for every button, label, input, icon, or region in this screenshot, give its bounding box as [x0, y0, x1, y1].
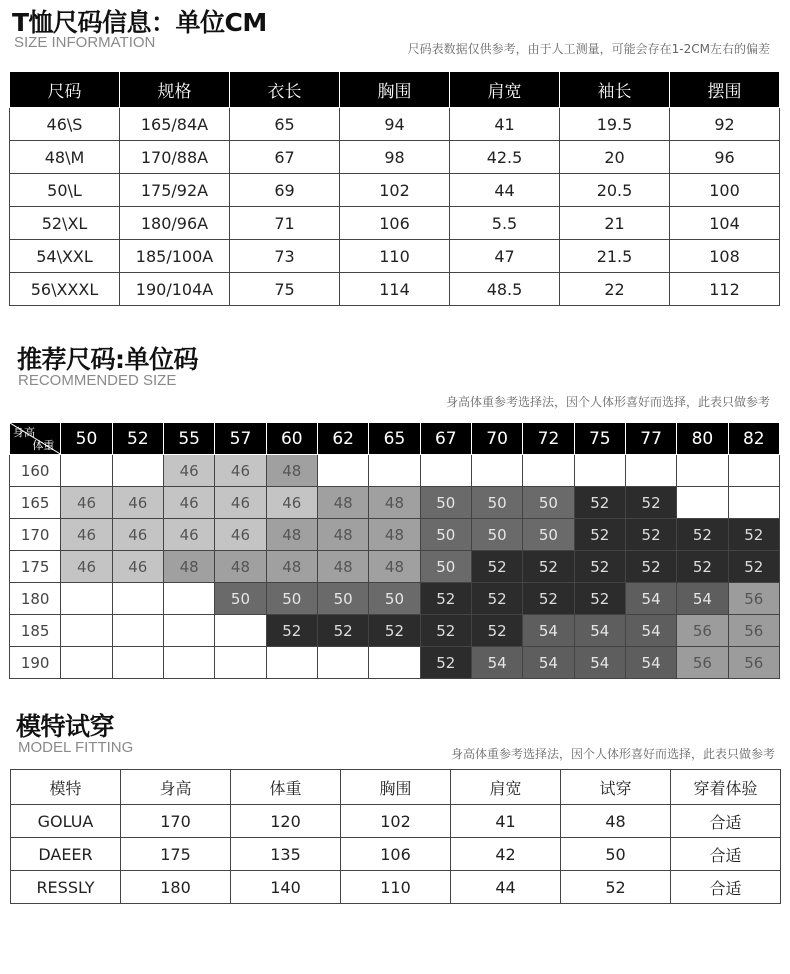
column-header: 肩宽 — [450, 72, 560, 108]
size-cell: 46 — [112, 519, 163, 551]
size-cell: 48 — [369, 487, 420, 519]
recommended-size-grid — [9, 422, 780, 679]
size-cell: 48 — [369, 551, 420, 583]
size-cell: 52 — [420, 583, 471, 615]
size-cell: 52 — [523, 551, 574, 583]
weight-header: 67 — [420, 423, 471, 455]
column-header: 试穿 — [561, 770, 671, 805]
size-cell — [523, 455, 574, 487]
size-cell — [112, 583, 163, 615]
table-cell: 48\M — [10, 141, 120, 174]
size-cell — [625, 455, 676, 487]
grid-row — [10, 487, 780, 519]
column-header: 肩宽 — [451, 770, 561, 805]
column-header: 摆围 — [670, 72, 780, 108]
table-row — [10, 141, 780, 174]
table-cell: 165/84A — [120, 108, 230, 141]
column-header: 穿着体验 — [671, 770, 781, 805]
table-cell: 104 — [670, 207, 780, 240]
size-cell — [677, 455, 728, 487]
size-cell: 50 — [471, 519, 522, 551]
size-cell — [728, 487, 779, 519]
table-cell: 46\S — [10, 108, 120, 141]
table-cell: 175/92A — [120, 174, 230, 207]
size-info-table — [9, 71, 780, 306]
table-cell: 170 — [121, 805, 231, 838]
size-cell: 50 — [369, 583, 420, 615]
table-cell: 56\XXXL — [10, 273, 120, 306]
table-cell: 54\XXL — [10, 240, 120, 273]
table-cell: 108 — [670, 240, 780, 273]
table-cell: 20 — [560, 141, 670, 174]
table-cell: 42 — [451, 838, 561, 871]
weight-header-row — [10, 423, 780, 455]
table-row — [11, 871, 781, 904]
size-cell: 52 — [420, 647, 471, 679]
size-cell: 46 — [215, 519, 266, 551]
table-row — [11, 838, 781, 871]
size-cell: 46 — [163, 519, 214, 551]
size-cell: 46 — [112, 487, 163, 519]
corner-header — [10, 423, 61, 455]
model-fitting-table — [10, 769, 781, 904]
size-cell: 52 — [523, 583, 574, 615]
table-cell: 114 — [340, 273, 450, 306]
table-cell: 71 — [230, 207, 340, 240]
table-cell: 110 — [341, 871, 451, 904]
size-cell: 54 — [471, 647, 522, 679]
table-cell: 112 — [670, 273, 780, 306]
table-cell: 75 — [230, 273, 340, 306]
table-header-row — [10, 72, 780, 108]
table-cell: 67 — [230, 141, 340, 174]
size-cell: 52 — [266, 615, 317, 647]
size-cell — [471, 455, 522, 487]
column-header: 模特 — [11, 770, 121, 805]
size-cell: 52 — [369, 615, 420, 647]
size-cell — [215, 615, 266, 647]
grid-row — [10, 647, 780, 679]
recommended-size-title: 推荐尺码:单位码 — [17, 345, 198, 374]
table-cell: 41 — [450, 108, 560, 141]
table-cell: 19.5 — [560, 108, 670, 141]
table-cell: 44 — [451, 871, 561, 904]
size-cell: 54 — [625, 647, 676, 679]
table-cell: 5.5 — [450, 207, 560, 240]
size-cell: 52 — [574, 487, 625, 519]
table-cell: 48.5 — [450, 273, 560, 306]
weight-header: 75 — [574, 423, 625, 455]
column-header: 衣长 — [230, 72, 340, 108]
table-cell: 120 — [231, 805, 341, 838]
size-cell: 50 — [215, 583, 266, 615]
height-label: 185 — [10, 615, 61, 647]
grid-row — [10, 519, 780, 551]
weight-header: 72 — [523, 423, 574, 455]
size-cell: 56 — [677, 647, 728, 679]
size-cell — [61, 583, 112, 615]
column-header: 体重 — [231, 770, 341, 805]
size-cell: 56 — [728, 647, 779, 679]
grid-row — [10, 551, 780, 583]
height-label: 165 — [10, 487, 61, 519]
height-label: 190 — [10, 647, 61, 679]
size-cell: 48 — [266, 455, 317, 487]
height-label: 180 — [10, 583, 61, 615]
size-cell — [369, 647, 420, 679]
size-cell: 52 — [317, 615, 368, 647]
size-cell: 52 — [625, 551, 676, 583]
table-cell: 135 — [231, 838, 341, 871]
table-cell: 22 — [560, 273, 670, 306]
size-cell: 50 — [266, 583, 317, 615]
table-cell: 48 — [561, 805, 671, 838]
table-row — [10, 108, 780, 141]
table-cell: 50 — [561, 838, 671, 871]
table-row — [10, 273, 780, 306]
table-cell: DAEER — [11, 838, 121, 871]
column-header: 尺码 — [10, 72, 120, 108]
size-cell: 54 — [574, 647, 625, 679]
recommended-size-subtitle: RECOMMENDED SIZE — [18, 372, 177, 389]
size-cell: 48 — [317, 519, 368, 551]
table-cell: 92 — [670, 108, 780, 141]
size-cell: 46 — [61, 551, 112, 583]
size-cell: 50 — [523, 519, 574, 551]
size-cell: 46 — [215, 455, 266, 487]
table-cell: 52 — [561, 871, 671, 904]
model-fitting-title: 模特试穿 — [16, 712, 115, 741]
size-cell: 54 — [574, 615, 625, 647]
table-cell: 合适 — [671, 838, 781, 871]
size-cell: 54 — [523, 615, 574, 647]
weight-header: 80 — [677, 423, 728, 455]
size-cell: 52 — [728, 519, 779, 551]
table-cell: 21.5 — [560, 240, 670, 273]
height-label: 175 — [10, 551, 61, 583]
table-cell: 180/96A — [120, 207, 230, 240]
size-cell: 50 — [420, 551, 471, 583]
size-cell: 52 — [471, 551, 522, 583]
size-cell: 54 — [523, 647, 574, 679]
corner-height-label: 身高 — [13, 426, 35, 439]
size-cell: 50 — [523, 487, 574, 519]
size-cell: 46 — [163, 455, 214, 487]
model-fitting-subtitle: MODEL FITTING — [18, 739, 134, 756]
grid-row — [10, 455, 780, 487]
size-cell: 46 — [112, 551, 163, 583]
size-cell — [728, 455, 779, 487]
corner-weight-label: 体重 — [32, 439, 55, 452]
table-cell: 21 — [560, 207, 670, 240]
size-cell — [61, 455, 112, 487]
table-cell: 102 — [340, 174, 450, 207]
size-cell: 48 — [317, 551, 368, 583]
weight-header: 77 — [625, 423, 676, 455]
size-cell: 46 — [163, 487, 214, 519]
column-header: 胸围 — [341, 770, 451, 805]
table-cell: 69 — [230, 174, 340, 207]
size-cell: 46 — [266, 487, 317, 519]
size-cell — [215, 647, 266, 679]
table-cell: 106 — [341, 838, 451, 871]
size-info-subtitle: SIZE INFORMATION — [14, 34, 156, 51]
size-cell — [163, 583, 214, 615]
size-cell: 56 — [728, 583, 779, 615]
size-cell: 54 — [625, 583, 676, 615]
size-cell — [369, 455, 420, 487]
size-info-note: 尺码表数据仅供参考，由于人工测量，可能会存在1-2CM左右的偏差 — [407, 42, 770, 56]
table-row — [10, 174, 780, 207]
table-cell: 44 — [450, 174, 560, 207]
size-cell: 46 — [61, 519, 112, 551]
size-cell: 52 — [625, 487, 676, 519]
table-cell: 190/104A — [120, 273, 230, 306]
weight-header: 65 — [369, 423, 420, 455]
weight-header: 55 — [163, 423, 214, 455]
size-cell: 52 — [471, 583, 522, 615]
table-cell: GOLUA — [11, 805, 121, 838]
size-cell: 52 — [574, 583, 625, 615]
table-cell: 94 — [340, 108, 450, 141]
column-header: 身高 — [121, 770, 231, 805]
table-cell: 185/100A — [120, 240, 230, 273]
size-cell: 56 — [677, 615, 728, 647]
size-cell — [112, 455, 163, 487]
table-cell: 42.5 — [450, 141, 560, 174]
size-cell: 52 — [677, 551, 728, 583]
height-label: 160 — [10, 455, 61, 487]
size-cell — [163, 647, 214, 679]
table-cell: 100 — [670, 174, 780, 207]
recommended-size-note: 身高体重参考选择法，因个人体形喜好而选择，此表只做参考 — [445, 395, 770, 409]
size-cell: 46 — [215, 487, 266, 519]
table-cell: 73 — [230, 240, 340, 273]
size-cell — [317, 455, 368, 487]
table-cell: 98 — [340, 141, 450, 174]
size-cell: 54 — [677, 583, 728, 615]
table-cell: 102 — [341, 805, 451, 838]
table-cell: 96 — [670, 141, 780, 174]
weight-header: 52 — [112, 423, 163, 455]
size-cell: 48 — [266, 551, 317, 583]
weight-header: 82 — [728, 423, 779, 455]
grid-row — [10, 583, 780, 615]
table-cell: 170/88A — [120, 141, 230, 174]
column-header: 胸围 — [340, 72, 450, 108]
size-info-title: T恤尺码信息：单位CM — [12, 8, 267, 37]
table-cell: 合适 — [671, 805, 781, 838]
height-label: 170 — [10, 519, 61, 551]
table-cell: 110 — [340, 240, 450, 273]
size-cell — [317, 647, 368, 679]
model-fitting-note: 身高体重参考选择法，因个人体形喜好而选择，此表只做参考 — [450, 747, 775, 761]
table-cell: 180 — [121, 871, 231, 904]
size-cell: 52 — [574, 519, 625, 551]
size-cell — [112, 647, 163, 679]
size-cell: 48 — [215, 551, 266, 583]
size-cell: 48 — [266, 519, 317, 551]
table-row — [11, 805, 781, 838]
size-cell — [61, 615, 112, 647]
size-cell: 50 — [420, 487, 471, 519]
size-cell: 52 — [677, 519, 728, 551]
table-row — [10, 207, 780, 240]
weight-header: 70 — [471, 423, 522, 455]
table-cell: 65 — [230, 108, 340, 141]
size-cell — [112, 615, 163, 647]
weight-header: 60 — [266, 423, 317, 455]
size-cell: 48 — [317, 487, 368, 519]
size-cell: 54 — [625, 615, 676, 647]
size-cell: 56 — [728, 615, 779, 647]
table-header-row — [11, 770, 781, 805]
size-cell: 48 — [163, 551, 214, 583]
size-cell: 46 — [61, 487, 112, 519]
table-cell: 50\L — [10, 174, 120, 207]
table-cell: RESSLY — [11, 871, 121, 904]
grid-row — [10, 615, 780, 647]
size-cell — [574, 455, 625, 487]
size-cell: 52 — [420, 615, 471, 647]
size-cell — [420, 455, 471, 487]
table-cell: 52\XL — [10, 207, 120, 240]
table-row — [10, 240, 780, 273]
weight-header: 50 — [61, 423, 112, 455]
size-cell — [677, 487, 728, 519]
size-cell: 50 — [471, 487, 522, 519]
table-cell: 175 — [121, 838, 231, 871]
size-cell: 52 — [625, 519, 676, 551]
size-cell: 50 — [317, 583, 368, 615]
table-cell: 20.5 — [560, 174, 670, 207]
weight-header: 57 — [215, 423, 266, 455]
table-cell: 47 — [450, 240, 560, 273]
table-cell: 合适 — [671, 871, 781, 904]
size-cell: 50 — [420, 519, 471, 551]
size-cell: 48 — [369, 519, 420, 551]
size-cell: 52 — [471, 615, 522, 647]
table-cell: 41 — [451, 805, 561, 838]
weight-header: 62 — [317, 423, 368, 455]
size-cell — [266, 647, 317, 679]
size-cell: 52 — [574, 551, 625, 583]
table-cell: 106 — [340, 207, 450, 240]
column-header: 规格 — [120, 72, 230, 108]
size-cell — [61, 647, 112, 679]
size-cell: 52 — [728, 551, 779, 583]
size-cell — [163, 615, 214, 647]
table-cell: 140 — [231, 871, 341, 904]
column-header: 袖长 — [560, 72, 670, 108]
